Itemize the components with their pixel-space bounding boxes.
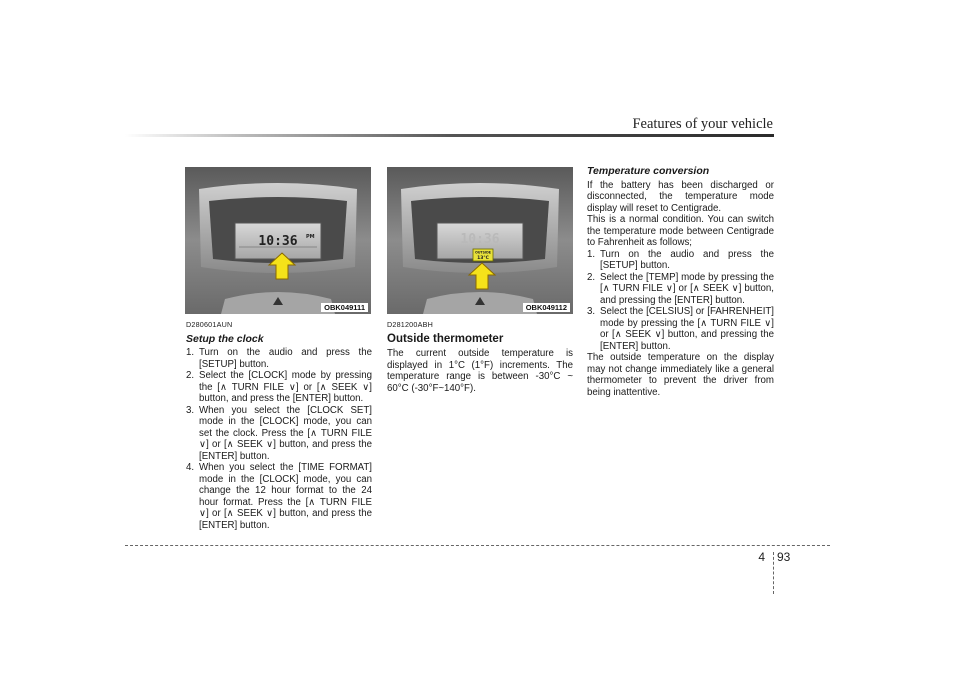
ref-code: D281200ABH (387, 320, 433, 329)
header-title: Features of your vehicle (632, 116, 773, 132)
section-outside-thermometer (387, 319, 573, 394)
list-item: 1. Turn on the audio and press the [SETUP] button. (587, 248, 774, 271)
figure-code: OBK049111 (321, 303, 368, 312)
badge-label: OUTSIDE (475, 250, 491, 255)
header-rule (125, 134, 774, 137)
list-item: 1. Turn on the audio and press the [SETUP] button. (186, 347, 372, 370)
section-temperature-conversion (587, 166, 774, 398)
body-text: The current outside temperature is displayed in 1°C (1°F) increments. The temperature range is between -30°C ~ 60°C (-30°F~140°F). (387, 348, 573, 394)
display-ampm: PM (306, 234, 315, 240)
body-text: This is a normal condition. You can switch the temperature mode between Centigrade to Fahrenheit as follows; (587, 214, 774, 248)
body-text: The outside temperature on the display may not change immediately like a general thermometer to prevent the driver from being inattentive. (587, 352, 774, 398)
figure-code: OBK049112 (523, 303, 570, 312)
display-time-faded: 10:36 (460, 232, 500, 247)
display-time: 10:36 (258, 234, 298, 249)
conversion-steps (587, 249, 774, 353)
section-heading: Outside thermometer (387, 332, 504, 345)
figure-clock-display (185, 167, 371, 314)
section-heading: Temperature conversion (587, 165, 710, 177)
page-number: 93 (777, 550, 791, 564)
list-item: 2. Select the [CLOCK] mode by pressing the [∧ TURN FILE ∨] or [∧ SEEK ∨] button, and press the [ENTER] button. (186, 370, 372, 404)
list-item: 3. Select the [CELSIUS] or [FAHRENHEIT] mode by pressing the [∧ TURN FILE ∨] or [∧ SEEK ∨] button, and pressing the [ENTER] button. (587, 306, 774, 352)
footer-divider (125, 545, 830, 546)
clock-display-illustration (185, 167, 371, 314)
temperature-display-illustration (387, 167, 573, 314)
list-item: 2. Select the [TEMP] mode by pressing the [∧ TURN FILE ∨] or [∧ SEEK ∨] button, and pressing the [ENTER] button. (587, 271, 774, 306)
ref-code: D280601AUN (186, 320, 233, 329)
list-item: 4. When you select the [TIME FORMAT] mode in the [CLOCK] mode, you can change the 12 hour format to the 24 hour format. Press the [∧ TURN FILE ∨] or [∧ SEEK ∨] button, and press the [ENTER] button. (186, 462, 372, 531)
badge-value: 13°C (477, 256, 489, 261)
chapter-number: 4 (758, 550, 765, 564)
body-text: If the battery has been discharged or disconnected, the temperature mode display will reset to Centigrade. (587, 179, 774, 214)
clock-steps (186, 347, 372, 531)
section-heading: Setup the clock (186, 332, 264, 345)
section-setup-clock (186, 319, 372, 531)
figure-temperature-display (387, 167, 573, 314)
footer-vertical-rule (773, 552, 774, 594)
list-item: 3. When you select the [CLOCK SET] mode in the [CLOCK] mode, you can set the clock. Press the [∧ TURN FILE ∨] or [∧ SEEK ∨] button, and press the [ENTER] button. (186, 404, 372, 462)
